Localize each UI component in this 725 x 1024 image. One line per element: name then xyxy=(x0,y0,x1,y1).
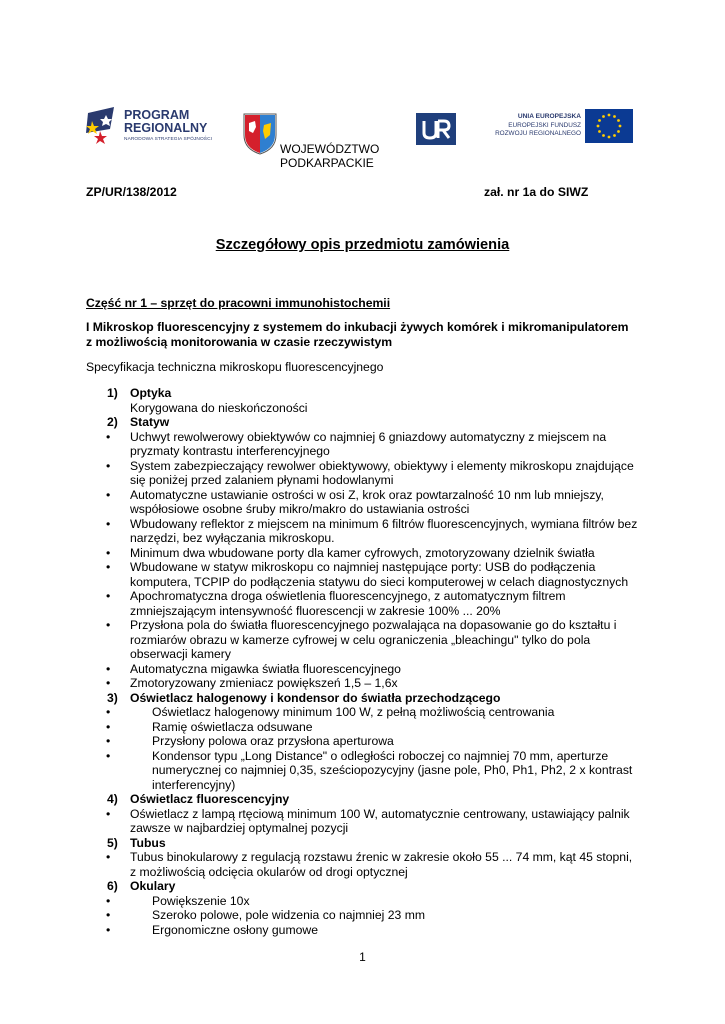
list-item xyxy=(86,517,646,546)
eu-line2: EUROPEJSKI FUNDUSZ xyxy=(508,121,581,129)
list-item-text: zmniejszającym intensywność fluorescencji w zakresie 100% ... 20% xyxy=(130,603,501,618)
list-item xyxy=(86,720,646,735)
list-item xyxy=(86,807,646,836)
region-line1: WOJEWÓDZTWO xyxy=(280,142,380,156)
spec-list xyxy=(86,386,646,937)
section-heading xyxy=(86,320,646,350)
region-name xyxy=(280,142,379,170)
list-item-text: Powiększenie 10x xyxy=(152,893,250,908)
list-item xyxy=(86,908,646,923)
bullet-icon: • xyxy=(106,661,111,676)
eu-line3: ROZWOJU REGIONALNEGO xyxy=(495,130,581,138)
list-item-text: Przysłona pola do światła fluorescencyjnego pozwalająca na dopasowanie go do kształtu i xyxy=(130,618,617,632)
spec-heading: Specyfikacja techniczna mikroskopu fluorescencyjnego xyxy=(86,360,384,374)
list-number: 4) xyxy=(107,792,118,806)
list-item-text: Szeroko polowe, pole widzenia co najmniej 23 mm xyxy=(152,908,426,922)
list-item xyxy=(86,589,646,618)
list-item xyxy=(86,546,646,561)
attachment-label: zał. nr 1a do SIWZ xyxy=(484,185,589,199)
bullet-icon: • xyxy=(106,734,111,748)
list-item xyxy=(86,749,646,793)
list-number: 1) xyxy=(107,386,118,400)
program-logo-line1: PROGRAM xyxy=(124,108,190,122)
eu-flag xyxy=(585,109,633,143)
list-item xyxy=(86,401,646,416)
page-number: 1 xyxy=(359,950,366,964)
list-number: 3) xyxy=(107,690,118,705)
bullet-icon: • xyxy=(106,618,111,632)
list-heading-title: Okulary xyxy=(130,879,176,893)
list-item-text: zawsze w najbardziej optymalnej pozycji xyxy=(130,821,349,835)
list-heading-title: Optyka xyxy=(130,386,172,400)
list-item xyxy=(86,676,646,691)
bullet-icon: • xyxy=(106,922,111,937)
list-item-text: numerycznej co najmniej 0,35, sześciopozycyjny (jasne pole, Ph0, Ph1, Ph2, 2 x kontrast xyxy=(152,763,633,777)
bullet-icon: • xyxy=(106,893,111,908)
list-item-text: System zabezpieczający rewolwer obiektywowy, obiektywy i elementy mikroskopu znajdujące xyxy=(130,458,634,473)
bullet-icon: • xyxy=(106,806,111,821)
list-item xyxy=(86,488,646,517)
list-item-text: interferencyjny) xyxy=(152,777,236,792)
list-heading-illuminator xyxy=(86,691,646,706)
list-heading-optics xyxy=(86,386,646,401)
list-item-text: Apochromatyczna droga oświetlenia fluorescencyjnego, z automatycznym filtrem xyxy=(130,589,566,603)
bullet-icon: • xyxy=(106,908,111,922)
list-number: 2) xyxy=(107,415,118,429)
list-item-text: współosiowe osobne śruby mikro/makro do ustawiania ostrości xyxy=(130,502,470,516)
list-item-text: Ergonomiczne osłony gumowe xyxy=(152,922,318,937)
star-flag-icon xyxy=(86,107,122,149)
list-item-text: Kondensor typu „Long Distance" o odległości roboczej co najmniej 70 mm, aperturze xyxy=(152,748,609,763)
list-item-text: komputera, TCPIP do podłączenia statywu do sieci komputerowej w celach diagnostycznych xyxy=(130,574,629,589)
list-item-text: Oświetlacz z lampą rtęciową minimum 100 W, automatycznie centrowany, ustawiający palnik xyxy=(130,806,630,821)
list-item-text: Automatyczne ustawianie ostrości w osi Z, krok oraz powtarzalność 10 nm lub mniejszy, xyxy=(130,487,604,502)
list-heading-eyepieces xyxy=(86,879,646,894)
list-item-text: Tubus binokularowy z regulacją rozstawu źrenic w zakresie około 55 ... 74 mm, kąt 45 stopni, xyxy=(130,850,633,864)
reference-number: ZP/UR/138/2012 xyxy=(86,185,177,199)
list-heading-fluorescence xyxy=(86,792,646,807)
university-logo xyxy=(416,113,456,145)
bullet-icon: • xyxy=(106,676,111,690)
list-item xyxy=(86,734,646,749)
list-item xyxy=(86,923,646,938)
list-item-text: pryzmaty kontrastu interferencyjnego xyxy=(130,444,330,458)
list-item xyxy=(86,430,646,459)
bullet-icon: • xyxy=(106,705,111,719)
bullet-icon: • xyxy=(106,545,111,560)
list-item-text: rozmiarów obrazu w kamerze cyfrowej w celu ograniczenia „bleachingu" tylko do pola xyxy=(130,632,591,647)
program-logo-line2: REGIONALNY xyxy=(124,121,208,135)
eu-line1: UNIA EUROPEJSKA xyxy=(517,113,581,120)
list-item-text: Automatyczna migawka światła fluorescencyjnego xyxy=(130,661,401,676)
list-item xyxy=(86,560,646,589)
list-item-text: Przysłony polowa oraz przysłona aperturowa xyxy=(152,734,394,748)
bullet-icon: • xyxy=(106,487,111,502)
bullet-icon: • xyxy=(106,748,111,763)
list-item-text: Ramię oświetlacza odsuwane xyxy=(152,719,313,734)
list-item xyxy=(86,662,646,677)
list-item-text: Wbudowany reflektor z miejscem na minimum 6 filtrów fluorescencyjnych, wymiana filtrów bez xyxy=(130,516,638,531)
list-heading-tube xyxy=(86,836,646,851)
list-item xyxy=(86,705,646,720)
section-line1: I Mikroskop fluorescencyjny z systemem do inkubacji żywych komórek i mikromanipulatorem xyxy=(86,320,629,334)
program-regionalny-logo xyxy=(86,107,236,149)
eu-fund-text xyxy=(495,113,581,139)
bullet-icon: • xyxy=(106,589,111,603)
bullet-icon: • xyxy=(106,719,111,734)
list-item-text: Korygowana do nieskończoności xyxy=(130,400,308,415)
document-title: Szczegółowy opis przedmiotu zamówienia xyxy=(215,237,510,253)
list-item-text: się poniżej przed zalaniem płynami hodowlanymi xyxy=(130,473,394,487)
list-heading-stand xyxy=(86,415,646,430)
list-number: 5) xyxy=(107,835,118,850)
list-item-text: Oświetlacz halogenowy minimum 100 W, z pełną możliwością centrowania xyxy=(152,705,555,719)
list-number: 6) xyxy=(107,879,118,893)
list-item-text: narzędzi, bez wyłączania mikroskopu. xyxy=(130,531,335,545)
list-item xyxy=(86,894,646,909)
list-item-text: z możliwością odcięcia okularów od drogi optycznej xyxy=(130,864,408,879)
list-item-text: Uchwyt rewolwerowy obiektywów co najmniej 6 gniazdowy automatyczny z miejscem na xyxy=(130,429,607,444)
section-line2: z możliwością monitorowania w czasie rzeczywistym xyxy=(86,335,393,349)
list-item xyxy=(86,618,646,662)
bullet-icon: • xyxy=(106,458,111,473)
podkarpackie-coat-of-arms xyxy=(243,113,277,155)
list-heading-title: Oświetlacz halogenowy i kondensor do światła przechodzącego xyxy=(130,690,501,705)
university-emblem-icon xyxy=(416,113,456,145)
list-item-text: Wbudowane w statyw mikroskopu co najmniej następujące porty: USB do podłączenia xyxy=(130,560,596,574)
list-item-text: Minimum dwa wbudowane porty dla kamer cyfrowych, zmotoryzowany dzielnik światła xyxy=(130,545,595,560)
region-line2: PODKARPACKIE xyxy=(280,156,374,170)
bullet-icon: • xyxy=(106,560,111,574)
list-item-text: obserwacji kamery xyxy=(130,647,231,661)
bullet-icon: • xyxy=(106,516,111,531)
list-item xyxy=(86,850,646,879)
eu-flag-icon xyxy=(585,109,633,143)
coat-of-arms-icon xyxy=(243,113,277,155)
list-heading-title: Oświetlacz fluorescencyjny xyxy=(130,792,290,806)
list-item-text: Zmotoryzowany zmieniacz powiększeń 1,5 – 1,6x xyxy=(130,676,398,690)
bullet-icon: • xyxy=(106,850,111,864)
list-heading-title: Tubus xyxy=(130,835,166,850)
list-item xyxy=(86,459,646,488)
part-heading: Część nr 1 – sprzęt do pracowni immunohistochemii xyxy=(86,296,391,310)
program-logo-sub: NARODOWA STRATEGIA SPÓJNOŚCI xyxy=(124,137,213,142)
bullet-icon: • xyxy=(106,429,111,444)
list-heading-title: Statyw xyxy=(130,415,170,429)
